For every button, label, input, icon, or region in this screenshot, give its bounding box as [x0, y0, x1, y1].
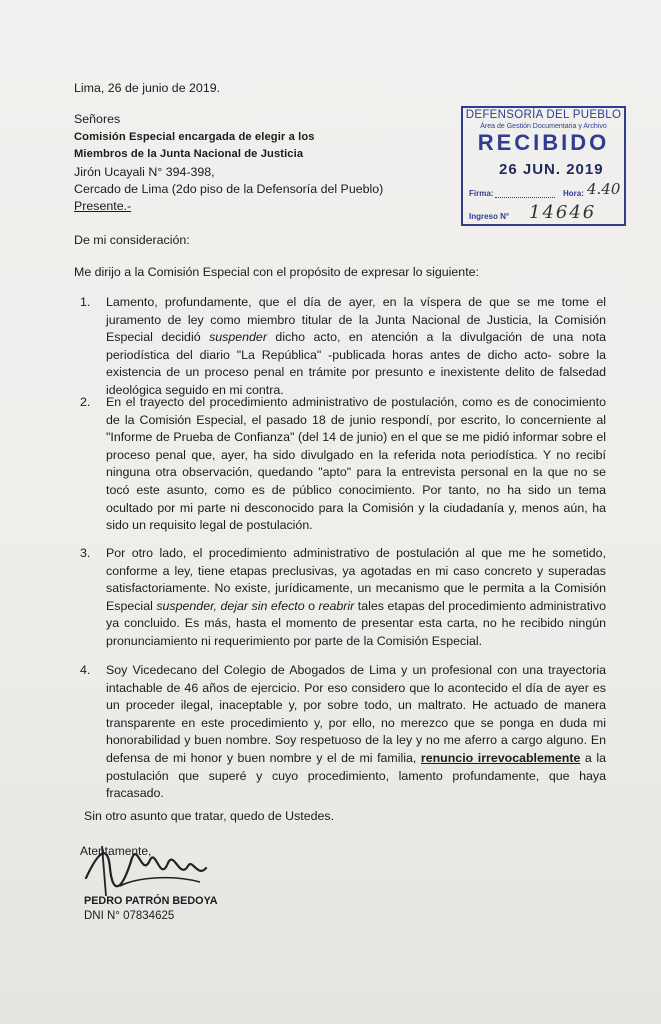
stamp-hora-label: Hora: — [563, 189, 584, 198]
intro: Me dirijo a la Comisión Especial con el propósito de expresar lo siguiente: — [74, 265, 479, 279]
recipient-line-1: Comisión Especial encargada de elegir a los — [74, 131, 315, 143]
address-line-2: Cercado de Lima (2do piso de la Defensoría del Pueblo) — [74, 182, 384, 196]
signer-dni: DNI N° 07834625 — [84, 910, 175, 922]
closing: Sin otro asunto que tratar, quedo de Ustedes. — [84, 809, 335, 823]
stamp-date: 26 JUN. 2019 — [499, 161, 604, 178]
signer-name: PEDRO PATRÓN BEDOYA — [84, 895, 218, 907]
paragraph-2-number: 2. — [80, 395, 91, 409]
reception-stamp — [461, 106, 626, 226]
paragraph-4: Soy Vicedecano del Colegio de Abogados de Lima y un profesional con una trayectoria intachable de 46 años de ejercicio. Por eso considero que lo acontecido el día de ayer es un proceder ilegal, inaceptable y, por sobre todo, un maltrato. He actuado de manera transparente en este procedimiento y, por ello, no merezco que se ponga en duda mi honorabilidad y buen nombre. Soy respetuoso de la ley y no me aferro a cargo alguno. En defensa de mi honor y buen nombre y el de mi familia, renuncio irrevocablemente a la postulación que superé y cuyo procedimiento, lamento profundamente, que haya fracasado. — [106, 663, 606, 801]
stamp-hora-value: 4.40 — [587, 180, 621, 198]
recipient-line-2: Miembros de la Junta Nacional de Justicia — [74, 148, 304, 160]
stamp-received: RECIBIDO — [477, 130, 610, 155]
paragraph-1: Lamento, profundamente, que el día de ayer, en la víspera de que se me tome el juramento de ley como miembro titular de la Junta Nacional de Justicia, la Comisión Especial decidió suspender dicho acto, en atención a la divulgación de una nota periodística del diario "La República" -publicada horas antes de dicho acto- sobre la existencia de un proceso penal en trámite por presunto e inexistente delito de falsedad ideológica seguido en mi contra. — [106, 295, 607, 397]
atentamente: Atentamente, — [80, 844, 152, 858]
salutation-to: Señores — [74, 112, 121, 126]
stamp-subtitle: Área de Gestión Documentaria y Archivo — [480, 123, 607, 130]
address-line-1: Jirón Ucayali N° 394-398, — [74, 165, 215, 179]
presente: Presente.- — [74, 199, 132, 213]
paragraph-4-number: 4. — [80, 663, 91, 677]
stamp-org: DEFENSORÍA DEL PUEBLO — [465, 109, 622, 121]
stamp-ingreso-value: 14646 — [529, 202, 597, 223]
paragraph-3-number: 3. — [80, 546, 91, 560]
date-line: Lima, 26 de junio de 2019. — [74, 81, 221, 95]
stamp-firma-line — [495, 197, 555, 198]
paragraph-3: Por otro lado, el procedimiento administrativo de postulación al que me he sometido, conforme a ley, tiene etapas preclusivas, ya agotadas en mi caso concreto y superadas satisfactoriamente. No existe, jurídicamente, un mecanismo que le permita a la Comisión Especial suspender, dejar sin efecto o reabrir tales etapas del procedimiento administrativo ya concluido. Es más, hasta el momento de presentar esta carta, no he recibido ningún pronunciamiento ni requerimiento por parte de la Comisión Especial. — [106, 546, 606, 648]
paragraph-1-number: 1. — [80, 295, 91, 309]
stamp-firma-label: Firma: — [469, 189, 494, 198]
greeting: De mi consideración: — [74, 233, 190, 247]
paragraph-2: En el trayecto del procedimiento administrativo de postulación, como es de conocimiento de la Comisión Especial, el pasado 18 de junio respondí, por escrito, lo concerniente al "Informe de Prueba de Confianza" (del 14 de junio) en el que se me pidió informar sobre el proceso penal que, ayer, ha sido divulgado en la referida nota periodística. Y no recibí ninguna otra observación, quedando "apto" para la entrevista personal en la que no se tocó este asunto, como es de público conocimiento. Por tanto, no ha sido un tema ocultado por mi parte ni desconocido para la Comisión y la ciudadanía y, menos aún, ha sido un requisito legal de postulación. — [106, 395, 606, 533]
stamp-ingreso-label: Ingreso N° — [469, 212, 510, 221]
